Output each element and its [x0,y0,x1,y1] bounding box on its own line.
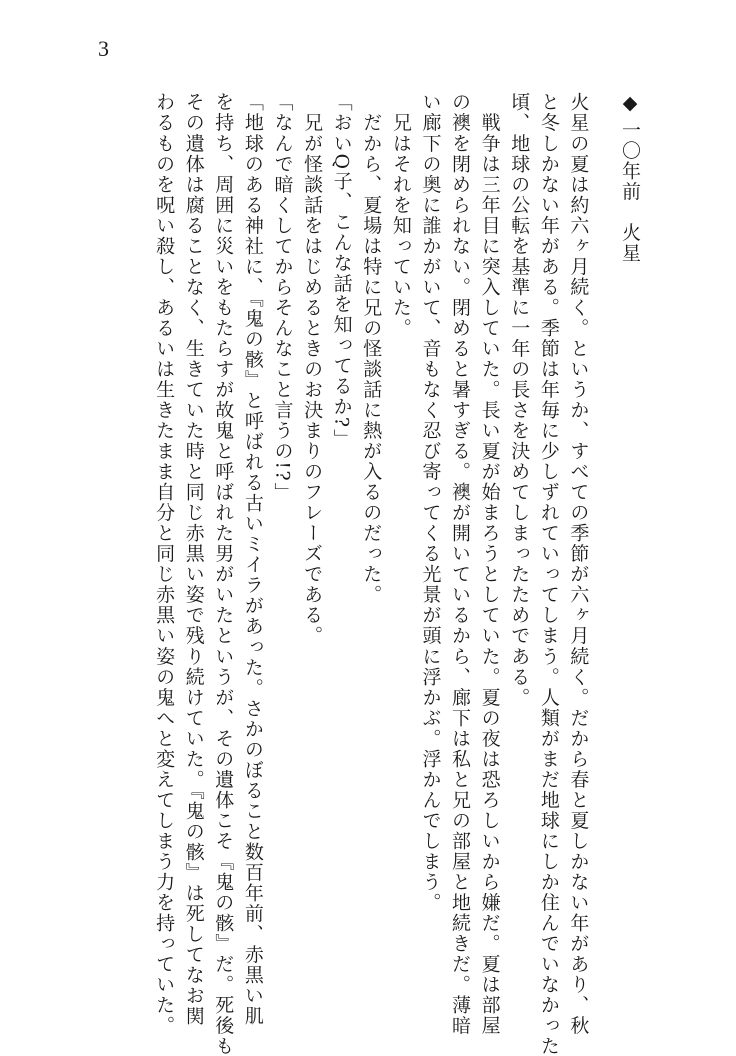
text-line-5: の襖を閉められない。閉めると暑すぎる。襖が開いているから、廊下は私と兄の部屋と地続きだ。薄暗 [449,92,472,1036]
text-line-3: 頃、地球の公転を基準に一年の長さを決めてしまったためである。 [508,92,531,708]
text-line-15: わるものを呪い殺し、あるいは生きたまま自分と同じ赤黒い姿の鬼へと変えてしまう力を持っていた。 [153,92,176,1036]
text-line-12: 「地球のある神社に、『鬼の骸』と呼ばれる古いミイラがあった。さかのぼること数百年前、赤黒い肌 [241,92,264,1027]
text-line-14: その遺体は腐ることなく、生きていた時と同じ赤黒い姿で残り続けていた。『鬼の骸』は死してなお関 [182,92,205,1027]
text-line-4: 戦争は三年目に突入していた。長い夏が始まろうとしていた。夏の夜は恐ろしいから嫌だ。夏は部屋 [478,92,501,1036]
text-line-9: 「おいQ子、こんな話を知ってるか?」 [330,92,353,450]
vertical-text-block [149,92,645,1056]
text-line-6: い廊下の奥に誰かがいて、音もなく忍び寄ってくる光景が頭に浮かぶ。浮かんでしまう。 [419,92,442,913]
page-number: 3 [98,36,109,61]
text-line-10: 兄が怪談話をはじめるときのお決まりのフレーズである。 [301,92,324,647]
text-line-11: 「なんで暗くしてからそんなこと言うの!?」 [271,92,294,503]
text-line-2: と冬しかない年がある。季節は年毎に少しずれていってしまう。人類がまだ地球にしか住んでいなかった [537,92,560,1056]
diamond-icon: ◆ [619,92,641,116]
text-line-8: だから、夏場は特に兄の怪談話に熱が入るのだった。 [360,92,383,605]
section-heading-text: 一〇年前 火星 [619,119,641,264]
text-line-13: を持ち、周囲に災いをもたらすが故鬼と呼ばれた男がいたというが、その遺体こそ『鬼の骸』だ。死後も [212,92,235,1056]
text-line-7: 兄はそれを知っていた。 [389,92,412,339]
text-line-1: 火星の夏は約六ヶ月続く。というか、すべての季節が六ヶ月続く。だから春と夏しかない年があり、秋 [567,92,590,1036]
section-heading [614,92,644,952]
